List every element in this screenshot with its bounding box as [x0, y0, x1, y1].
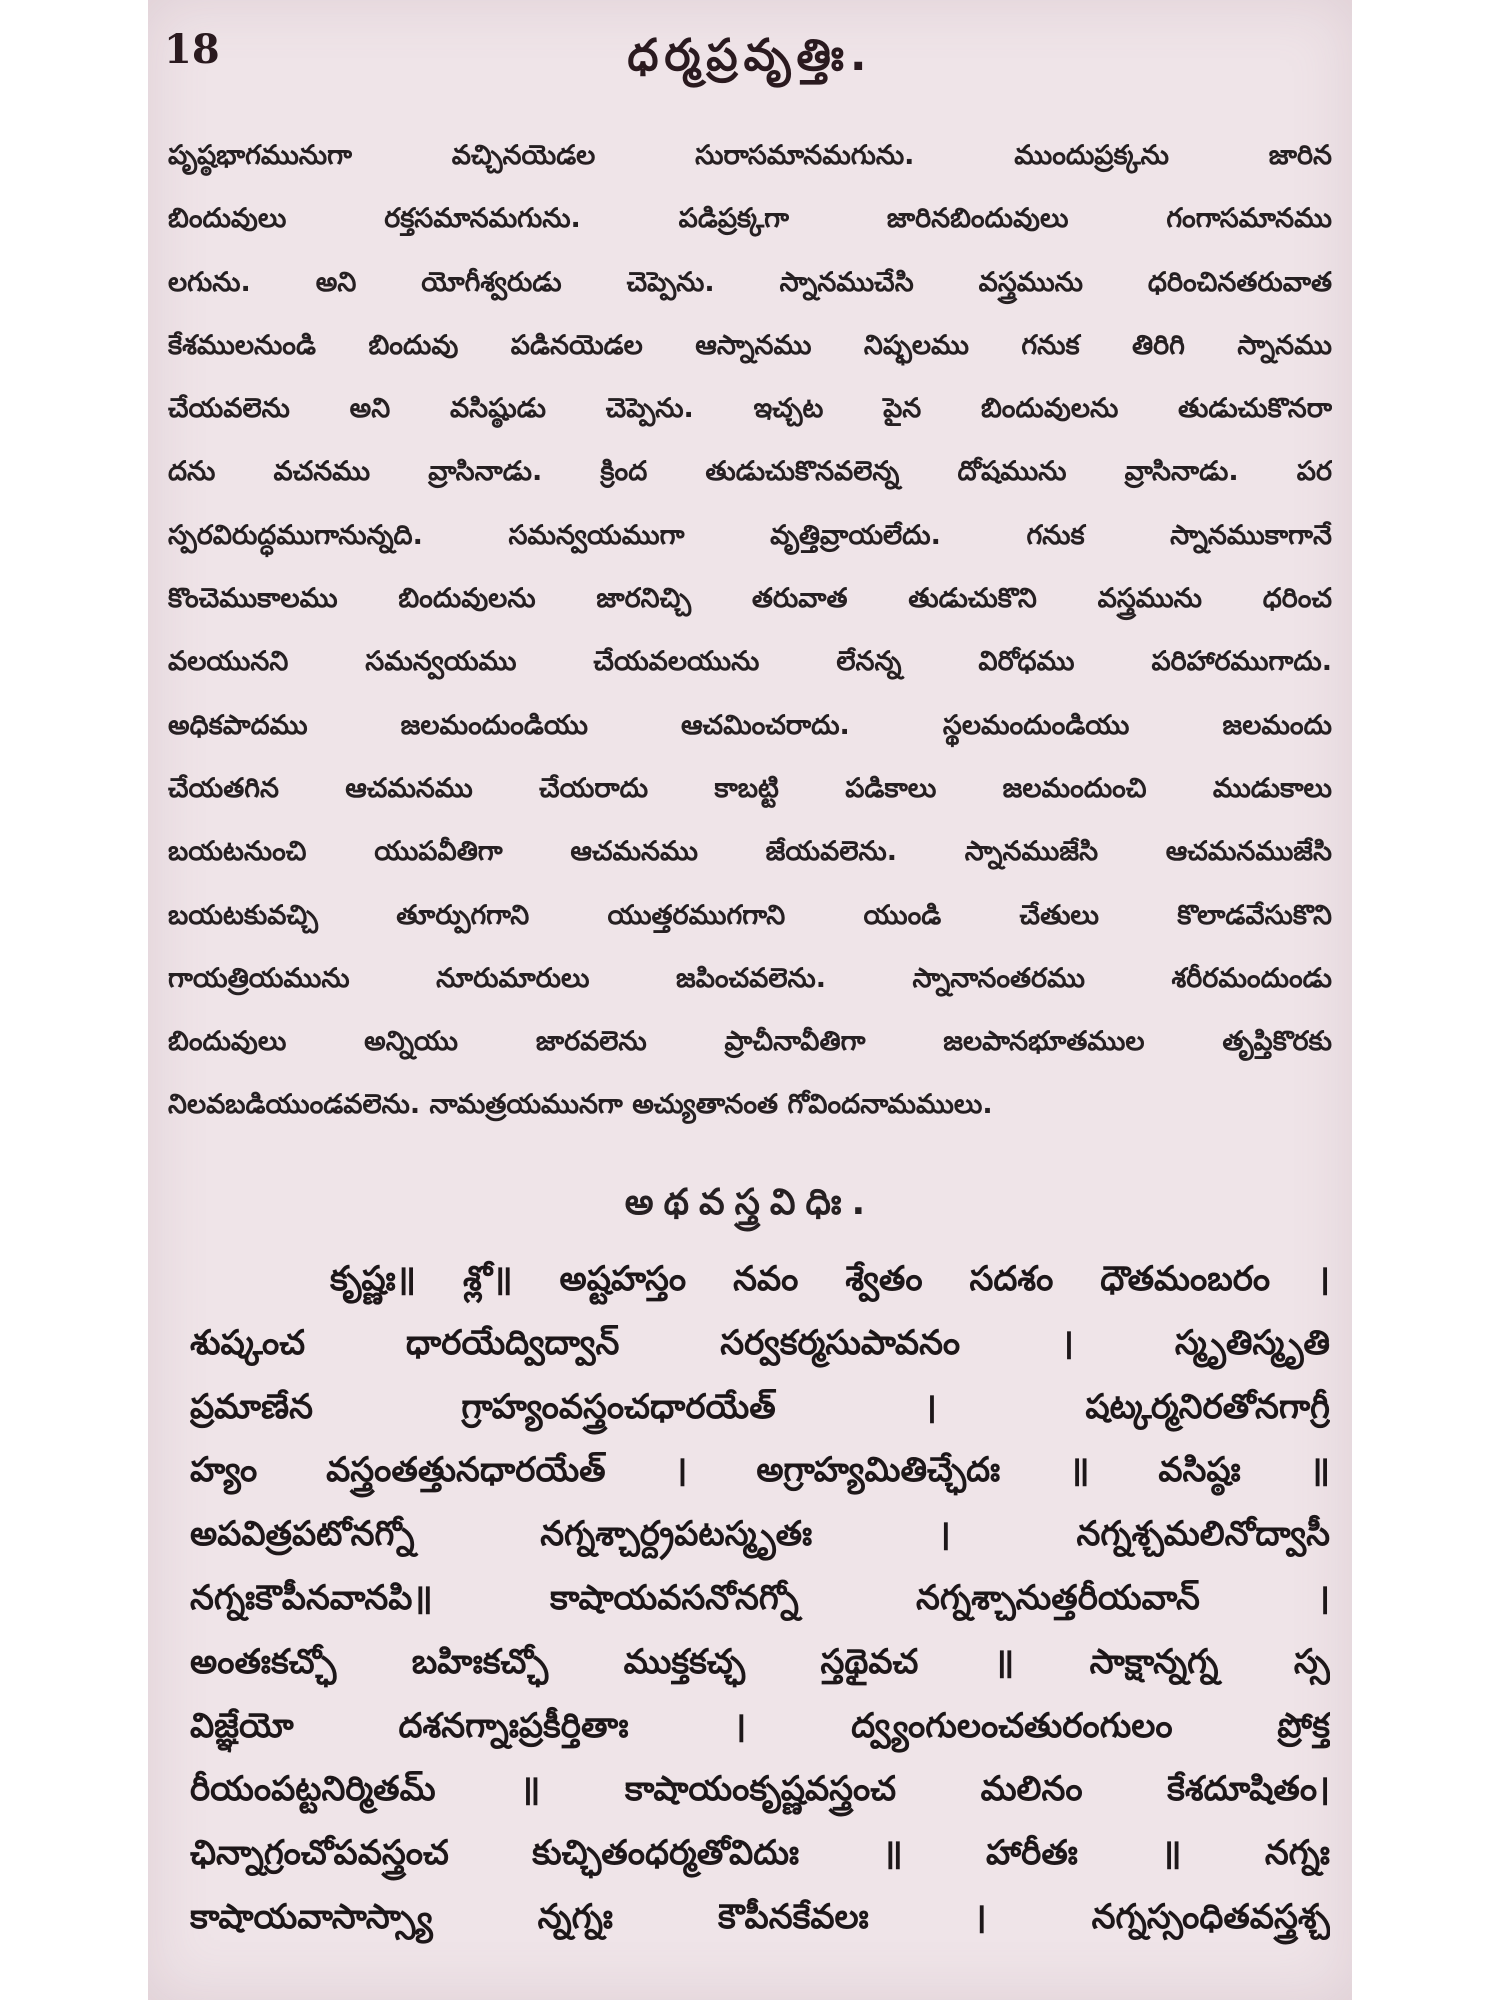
body-line: లగును. అని యోగీశ్వరుడు చెప్పెను. స్నానముచేసి వస్త్రమును ధరించినతరువాత	[168, 266, 1332, 298]
verse-line: రీయంపట్టనిర్మితమ్ ॥ కాషాయంకృష్ణవస్త్రంచ మలినం కేశదూషితం।	[190, 1769, 1330, 1810]
body-line: అధికపాదము జలమందుండియు ఆచమించరాదు. స్థలమందుండియు జలమందు	[168, 709, 1332, 741]
body-line: చేయతగిన ఆచమనము చేయరాదు కాబట్టి పడికాలు జలమందుంచి ముడుకాలు	[168, 772, 1332, 804]
body-line: చేయవలెను అని వసిష్ఠుడు చెప్పెను. ఇచ్చట పైన బిందువులను తుడుచుకొనరా	[168, 393, 1332, 425]
page-number: 18	[164, 26, 220, 73]
body-line: పృష్ఠభాగమునుగా వచ్చినయెడల సురాసమానమగును. ముందుప్రక్కను జారిన	[168, 140, 1332, 171]
verse-line: అపవిత్రపటోనగ్నో నగ్నశ్చార్ద్రపటస్మృతః । నగ్నశ్చమలినోద్వాసీ	[190, 1514, 1330, 1555]
verse-line: కాషాయవాసాస్స్యా న్నగ్నః కౌపీనకేవలః । నగ్నస్సంధితవస్త్రశ్చ	[190, 1896, 1330, 1937]
body-line: బిందువులు రక్తసమానమగును. పడిప్రక్కగా జారినబిందువులు గంగాసమానము	[168, 203, 1332, 235]
body-line: బయటనుంచి యుపవీతిగా ఆచమనము జేయవలెను. స్నానముజేసి ఆచమనముజేసి	[168, 836, 1332, 868]
body-line: బయటకువచ్చి తూర్పుగగాని యుత్తరముగగాని యుండి చేతులు కొలాడవేసుకొని	[168, 899, 1332, 931]
verse-line: కృష్ణః॥ శ్లో॥ అష్టహస్తం నవం శ్వేతం సదశం ధౌతమంబరం ।	[330, 1259, 1330, 1299]
book-page	[148, 0, 1352, 2000]
section-heading: అథవస్త్రవిధిః.	[624, 1182, 876, 1223]
body-paragraph	[168, 124, 1332, 1137]
body-line: స్పరవిరుద్ధముగానున్నది. సమన్వయముగా వృత్తివ్రాయలేదు. గనుక స్నానముకాగానే	[168, 519, 1332, 551]
verse-line: నగ్నఃకౌపీనవానపి॥ కాషాయవసనోనగ్నో నగ్నశ్చానుత్తరీయవాన్ ।	[190, 1577, 1330, 1618]
verse-line: శుష్కంచ ధారయేద్విద్వాన్ సర్వకర్మసుపావనం । స్మృతిస్మృతి	[190, 1322, 1330, 1363]
verse-block	[190, 1248, 1330, 1950]
verse-line: ఛిన్నాగ్రంచోపవస్త్రంచ కుచ్ఛితంధర్మతోవిదుః ॥ హారీతః ॥ నగ్నః	[190, 1833, 1330, 1874]
body-line: నిలవబడియుండవలెను. నామత్రయమునగా అచ్యుతానంత గోవిందనామములు.	[168, 1089, 993, 1121]
verse-line: ప్రమాణేన గ్రాహ్యంవస్త్రంచధారయేత్ । షట్కర్మనిరతోనగాగ్రీ	[190, 1386, 1330, 1427]
verse-line: హ్యం వస్త్రంతత్తునధారయేత్ । అగ్రాహ్యమితిచ్ఛేదః ॥ వసిష్ఠః ॥	[190, 1450, 1330, 1491]
body-line: కేశములనుండి బిందువు పడినయెడల ఆస్నానము నిష్ఫలము గనుక తిరిగి స్నానము	[168, 329, 1332, 361]
verse-line: విజ్ఞేయో దశనగ్నాఃప్రకీర్తితాః । ద్వ్యంగులంచతురంగులం ప్రోక్త	[190, 1705, 1330, 1746]
body-line: గాయత్రియమును నూరుమారులు జపించవలెను. స్నానానంతరము శరీరమందుండు	[168, 962, 1332, 994]
body-line: దను వచనము వ్రాసినాడు. క్రింద తుడుచుకొనవలెన్న దోషమును వ్రాసినాడు. పర	[168, 456, 1332, 488]
body-line: కొంచెముకాలము బిందువులను జారనిచ్చి తరువాత తుడుచుకొని వస్త్రమును ధరించ	[168, 583, 1332, 615]
running-title: ధర్మప్రవృత్తిః.	[627, 30, 873, 81]
body-line: బిందువులు అన్నియు జారవలెను ప్రాచీనావీతిగా జలపానభూతముల తృప్తికొరకు	[168, 1026, 1332, 1058]
body-line: వలయునని సమన్వయము చేయవలయును లేనన్న విరోధము పరిహారముగాదు.	[168, 646, 1332, 678]
verse-line: అంతఃకచ్ఛో బహిఃకచ్ఛో ముక్తకచ్ఛ స్తథైవచ ॥ సాక్షాన్నగ్న స్స	[190, 1641, 1330, 1682]
